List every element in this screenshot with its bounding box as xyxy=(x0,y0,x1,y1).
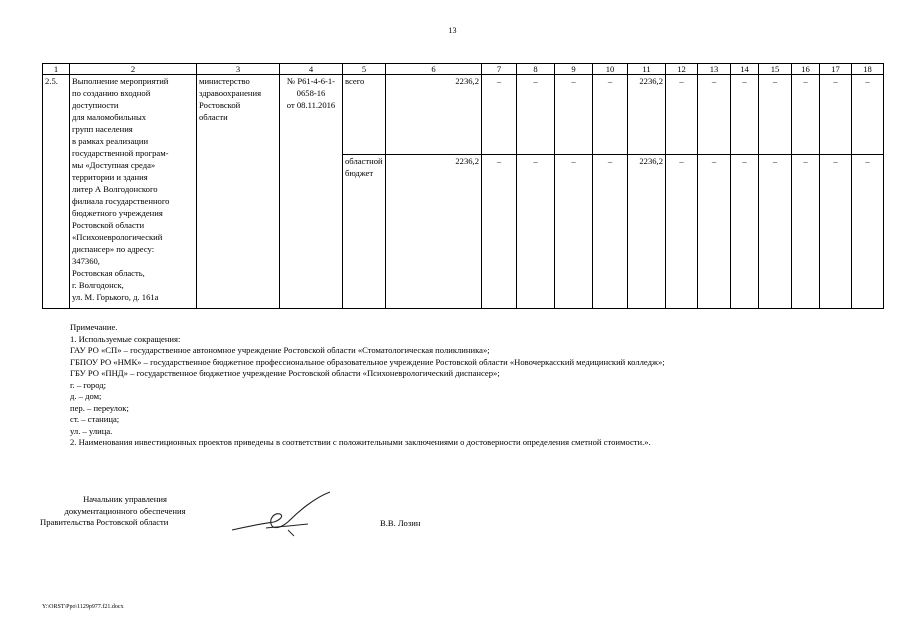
doc-line: № Р61-4-6-1- xyxy=(286,76,336,86)
org-line: области xyxy=(199,112,228,122)
responsible-org xyxy=(197,75,280,309)
table-row xyxy=(43,75,884,155)
col-num-15: 15 xyxy=(759,64,792,75)
notes-section xyxy=(70,322,665,449)
source-label-line: областной xyxy=(345,156,383,167)
note-line: 1. Используемые сокращения: xyxy=(70,333,181,344)
cell-regional-13: – xyxy=(698,155,731,309)
financing-table xyxy=(42,63,884,309)
org-line: министерство xyxy=(199,76,250,86)
cell-total-6: 2236,2 xyxy=(386,75,482,155)
note-line: ул. – улица. xyxy=(70,425,113,436)
name-line: Ростовской области xyxy=(72,220,145,230)
cell-regional-8: – xyxy=(517,155,555,309)
name-line: диспансер» по адресу: xyxy=(72,244,155,254)
name-line: по созданию входной xyxy=(72,88,151,98)
cell-regional-11: 2236,2 xyxy=(628,155,666,309)
col-num-7: 7 xyxy=(482,64,517,75)
name-line: Ростовская область, xyxy=(72,268,145,278)
col-num-16: 16 xyxy=(792,64,820,75)
col-num-17: 17 xyxy=(820,64,852,75)
source-label-regional xyxy=(343,155,386,309)
cell-total-14: – xyxy=(731,75,759,155)
note-line: ГБУ РО «ПНД» – государственное бюджетное учреждение Ростовской области «Психоневрологический диспансер»; xyxy=(70,368,500,378)
name-line: ул. М. Горького, д. 161а xyxy=(72,292,159,302)
file-path: Y:\ORST\Ppo\1129p977.f21.docx xyxy=(42,604,124,610)
col-num-3: 3 xyxy=(197,64,280,75)
col-num-8: 8 xyxy=(517,64,555,75)
cell-regional-17: – xyxy=(820,155,852,309)
note-line: 2. Наименования инвестиционных проектов приведены в соответствии с положительными заключениями о достоверности определения сметной стоимости.». xyxy=(70,437,651,447)
note-line: ст. – станица; xyxy=(70,414,120,424)
note-line: ГБПОУ РО «НМК» – государственное бюджетное профессиональное образовательное учреждение Ростовской области «Новочеркасский медицинский колледж»; xyxy=(70,356,665,367)
project-name xyxy=(70,75,197,309)
signer-title-line: Начальник управления xyxy=(83,494,167,504)
cell-regional-15: – xyxy=(759,155,792,309)
cell-total-13: – xyxy=(698,75,731,155)
note-line: ГАУ РО «СП» – государственное автономное учреждение Ростовской области «Стоматологическая поликлиника»; xyxy=(70,345,490,355)
col-num-12: 12 xyxy=(666,64,698,75)
name-line: государственной програм- xyxy=(72,148,169,158)
col-num-14: 14 xyxy=(731,64,759,75)
col-num-2: 2 xyxy=(70,64,197,75)
note-line: пер. – переулок; xyxy=(70,402,129,413)
cell-total-9: – xyxy=(555,75,593,155)
name-line: бюджетного учреждения xyxy=(72,208,163,218)
name-line: 347360, xyxy=(72,256,100,266)
col-num-18: 18 xyxy=(852,64,884,75)
col-num-13: 13 xyxy=(698,64,731,75)
name-line: групп населения xyxy=(72,124,133,134)
cell-regional-6: 2236,2 xyxy=(386,155,482,309)
name-line: Выполнение мероприятий xyxy=(72,76,169,86)
cell-total-7: – xyxy=(482,75,517,155)
note-line: г. – город; xyxy=(70,379,107,390)
col-num-10: 10 xyxy=(593,64,628,75)
cell-regional-12: – xyxy=(666,155,698,309)
org-line: Ростовской xyxy=(199,100,241,110)
name-line: мы «Доступная среда» xyxy=(72,160,156,170)
signer-title-line: документационного обеспечения xyxy=(64,505,186,516)
handwritten-signature xyxy=(228,490,338,540)
cell-regional-18: – xyxy=(852,155,884,309)
cell-total-10: – xyxy=(593,75,628,155)
signer-title-line: Правительства Ростовской области xyxy=(40,517,169,527)
cell-regional-9: – xyxy=(555,155,593,309)
name-line: территории и здания xyxy=(72,172,148,182)
col-num-6: 6 xyxy=(386,64,482,75)
cell-regional-7: – xyxy=(482,155,517,309)
name-line: для маломобильных xyxy=(72,112,147,122)
notes-heading: Примечание. xyxy=(70,322,118,332)
cell-total-18: – xyxy=(852,75,884,155)
col-num-9: 9 xyxy=(555,64,593,75)
doc-line: от 08.11.2016 xyxy=(286,100,336,110)
cell-total-8: – xyxy=(517,75,555,155)
name-line: в рамках реализации xyxy=(72,136,149,146)
col-num-1: 1 xyxy=(43,64,70,75)
col-num-4: 4 xyxy=(280,64,343,75)
cell-total-11: 2236,2 xyxy=(628,75,666,155)
name-line: литер А Волгодонского xyxy=(72,184,158,194)
cell-regional-14: – xyxy=(731,155,759,309)
signer-title xyxy=(40,494,210,529)
name-line: доступности xyxy=(72,100,119,110)
signer-name: В.В. Лозин xyxy=(380,518,421,528)
name-line: «Психоневрологический xyxy=(72,232,163,242)
cell-total-17: – xyxy=(820,75,852,155)
cell-total-15: – xyxy=(759,75,792,155)
expertise-document xyxy=(280,75,343,309)
row-number: 2.5. xyxy=(43,75,70,309)
page-number: 13 xyxy=(448,26,457,35)
source-label-line: бюджет xyxy=(345,168,374,179)
doc-line: 0658-16 xyxy=(296,88,326,98)
name-line: г. Волгодонск, xyxy=(72,280,124,290)
column-number-row xyxy=(43,64,884,75)
source-label-total: всего xyxy=(343,75,386,155)
note-line: д. – дом; xyxy=(70,391,102,401)
col-num-5: 5 xyxy=(343,64,386,75)
org-line: здравоохранения xyxy=(199,88,262,98)
cell-regional-10: – xyxy=(593,155,628,309)
col-num-11: 11 xyxy=(628,64,666,75)
name-line: филиала государственного xyxy=(72,196,170,206)
cell-total-12: – xyxy=(666,75,698,155)
cell-total-16: – xyxy=(792,75,820,155)
cell-regional-16: – xyxy=(792,155,820,309)
